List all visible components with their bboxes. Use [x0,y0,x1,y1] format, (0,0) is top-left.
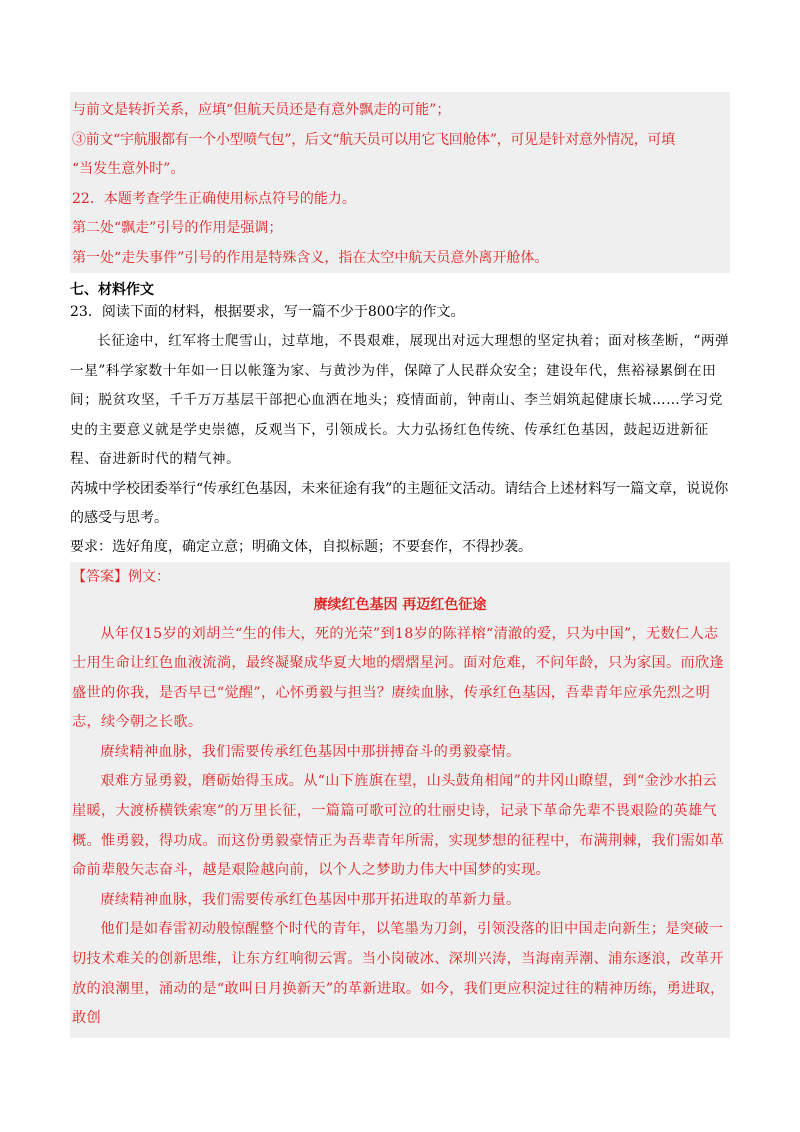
answer-line: ③前文“宇航服都有一个小型喷气包”，后文“航天员可以用它飞回舱体”，可见是针对意外情况，可填 [72,131,675,148]
answer-line: 第二处“飘走”引号的作用是强调； [72,220,283,236]
question-text: 23．阅读下面的材料，根据要求，写一篇不少于800字的作文。 [70,304,465,320]
essay-paragraph: 赓续精神血脉，我们需要传承红色基因中那开拓进取的革新力量。 [100,891,521,908]
answer-line: 第一处“走失事件”引号的作用是特殊含义，指在太空中航天员意外离开舱体。 [72,249,549,266]
essay-paragraph: 他们是如春雷初动般惊醒整个时代的青年，以笔墨为刀剑，引领没落的旧中国走向新生；是突破一切技术难关的创新思维，让东方红响彻云霄。当小岗破冰、深圳兴涛，当海南弄潮、浦东逐浪，改革开放的浪潮里，涌动的是“敢叫日月换新天”的革新进取。如今，我们更应积淀过往的精神历练，勇进取，敢创 [72,921,725,1027]
material-text: 长征途中，红军将士爬雪山，过草地，不畏艰难，展现出对远大理想的坚定执着；面对核垄断，“两弹一星”科学家数十年如一日以帐篷为家、与黄沙为伴，保障了人民群众安全；建设年代，焦裕禄累倒在田间；脱贫攻坚，千千万万基层干部把心血洒在地头；疫情面前，钟南山、李兰娟筑起健康长城……学习党史的主要意义就是学史崇德，反观当下，引领成长。大力弘扬红色传统、传承红色基因，鼓起迈进新征程、奋进新时代的精气神。 [70,333,730,467]
answer-line: 与前文是转折关系，应填“但航天员还是有意外飘走的可能”； [72,102,451,118]
sample-essay-block [70,562,730,1038]
essay-paragraph: 艰难方显勇毅，磨砺始得玉成。从“山下旌旗在望，山头鼓角相闻”的井冈山瞭望，到“金沙水拍云崖暖，大渡桥横铁索寒”的万里长征，一篇篇可歌可泣的壮丽史诗，记录下革命先辈不畏艰险的英雄气概。惟勇毅，得功成。而这份勇毅豪情正为吾辈青年所需，实现梦想的征程中，布满荆棘，我们需如革命前辈般矢志奋斗，越是艰险越向前，以个人之梦助力伟大中国梦的实现。 [72,773,724,879]
prompt-text: 芮城中学校团委举行“传承红色基因，未来征途有我”的主题征文活动。请结合上述材料写一篇文章，说说你的感受与思考。 [70,480,729,526]
answer-label: 【答案】例文： [72,568,170,585]
answer-line: 22．本题考查学生正确使用标点符号的能力。 [72,190,356,207]
document-page [70,92,730,1038]
essay-title: 赓续红色基因 再迈红色征途 [313,596,487,613]
answer-line: “当发生意外时”。 [72,161,185,177]
essay-paragraph: 从年仅15岁的刘胡兰“生的伟大，死的光荣”到18岁的陈祥榕“清澈的爱，只为中国”，无数仁人志士用生命让红色血液流淌，最终凝聚成华夏大地的熠熠星河。面对危难，不问年龄，只为家国。而欣逢盛世的你我，是否早已“觉醒”，心怀勇毅与担当？赓续血脉，传承红色基因，吾辈青年应承先烈之明志，续今朝之长歌。 [72,625,724,731]
essay-paragraph: 赓续精神血脉，我们需要传承红色基因中那拼搏奋斗的勇毅豪情。 [100,743,521,760]
answer-explanation-block [70,92,730,273]
essay-body [72,620,728,1034]
section-heading: 七、材料作文 [70,282,154,298]
requirements-text: 要求：选好角度，确定立意；明确文体，自拟标题；不要套作，不得抄袭。 [70,538,532,555]
